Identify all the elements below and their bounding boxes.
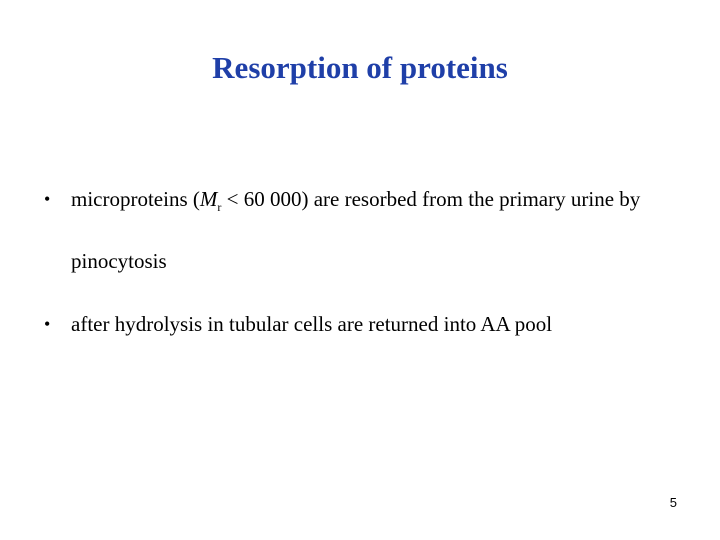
bullet-item-hydrolysis	[44, 297, 684, 351]
bullet-text: after hydrolysis in tubular cells are returned into AA pool	[71, 312, 553, 336]
page-number: 5	[669, 495, 677, 510]
slide-title: Resorption of proteins	[212, 50, 508, 85]
molecular-mass-variable: M	[199, 187, 218, 211]
molecular-mass-symbol	[199, 187, 222, 214]
bullet-text-after: < 60 000) are resorbed from the primary urine by pinocytosis	[71, 187, 641, 273]
bullet-item-microproteins	[44, 172, 684, 288]
bullet-list	[44, 172, 684, 351]
bullet-marker: •	[44, 189, 51, 209]
bullet-text-before: microproteins (	[71, 187, 200, 211]
molecular-mass-subscript: r	[217, 200, 222, 214]
bullet-marker: •	[44, 314, 51, 334]
